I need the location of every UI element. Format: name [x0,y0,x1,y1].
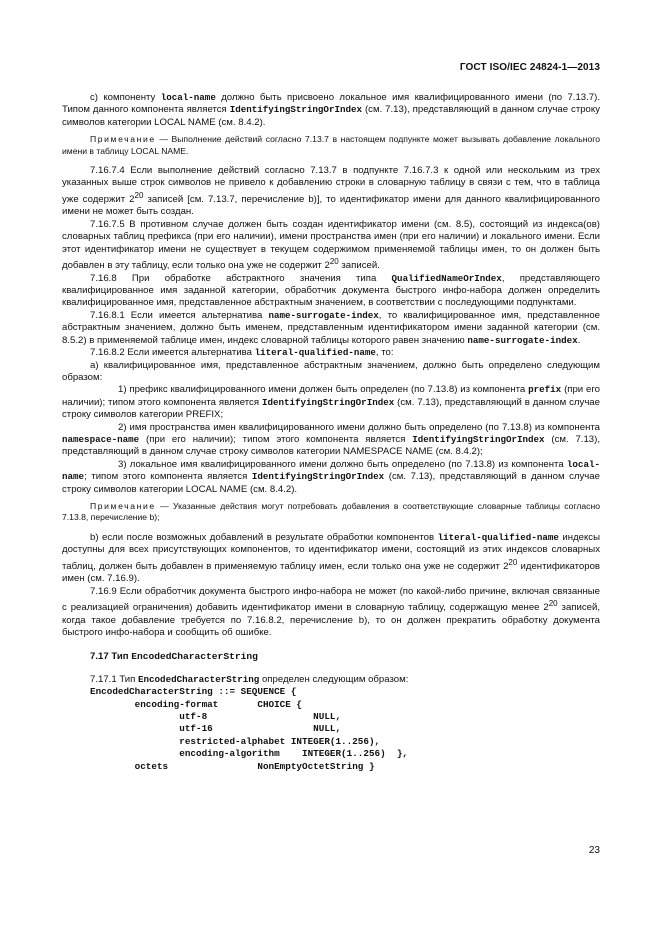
subitem-1: 1) префикс квалифицированного имени должен быть определен (по 7.13.8) из компонента prefix (при его наличии); типом этого компонента является IdentifyingStringOrIndex (см. 7.13), представляющий в данном случае строку символов категории PREFIX; [62,384,600,421]
para-7-16-8: 7.16.8 При обработке абстрактного значения типа QualifiedNameOrIndex, представляющего квалифицированное имя заданной категории, обработчик документа быстрого инфо-набора должен определить квалифицированное имя, представленное абстрактным значением, в соответствии с последующими подпунктами. [62,272,600,309]
para-7-16-9: 7.16.9 Если обработчик документа быстрого инфо-набора не может (по какой-либо причине, включая связанные с реализацией ограничения) добавить идентификатор имени в словарную таблицу, содержащую менее $2^{20}$ записей, когда такое добавление требуется по 7.16.8.2, перечисление b), то он должен прекратить обработку документа быстрого инфо-набора и сообщить об ошибке. [62,585,600,638]
document-header: ГОСТ ISO/IEC 24824-1—2013 [459,62,600,73]
subitem-2: 2) имя пространства имен квалифицированного имени должно быть определено (по 7.13.8) из компонента namespace-name (при его наличии); типом этого компонента является IdentifyingStringOrIndex (см. 7.13), представляющий в данном случае строку символов категории NAMESPACE NAME (см. 8.4.2); [62,421,600,458]
note-2: Примечание — Указанные действия могут потребовать добавления в соответствующие словарные таблицы согласно 7.13.8, перечисление b); [62,500,600,523]
para-7-16-7-4: 7.16.7.4 Если выполнение действий согласно 7.13.7 в подпункте 7.16.7.3 к одной или нескольким из трех указанных выше строк символов не привело к добавлению строки в словарную таблицу в связи с тем, что в таблица уже содержит $2^{20}$ записей [см. 7.13.7, перечисление b)], то идентификатор имени для данного квалифицированного имени не может быть создан. [62,165,600,218]
page-body [62,92,600,773]
item-b: b) если после возможных добавлений в результате обработки компонентов literal-qualified-name индексы доступны для всех присутствующих компонентов, то идентификатор имени, состоящий из этих индексов словарных таблиц, должен быть добавлен в применяемую таблицу имен, если только она уже не содержит $2^{20}$ идентификаторов имен (см. 7.16.9). [62,531,600,585]
page-number: 23 [588,845,600,856]
para-7-17-1: 7.17.1 Тип EncodedCharacterString определен следующим образом: [90,673,409,685]
para-7-16-8-2: 7.16.8.2 Если имеется альтернатива literal-qualified-name, то: [90,347,394,359]
para-7-16-7-5: 7.16.7.5 В противном случае должен быть создан идентификатор имени (см. 8.5), состоящий из индекса(ов) словарных таблиц префикса (при его наличии), имени пространства имен (при его наличии) и локального имени. Если этот идентификатор имени не существует в текущем содержимом применяемой таблицы имен, то он должен быть добавлен в эту таблицу, если только она уже не содержит $2^{20}$ записей. [62,218,600,272]
note-1: Примечание — Выполнение действий согласно 7.13.7 в настоящем подпункте может вызывать добавление локального имени в таблицу LOCAL NAME. [62,134,600,156]
section-heading-7-17: 7.17 Тип EncodedCharacterString [90,651,258,663]
subitem-3: 3) локальное имя квалифицированного имени должно быть определено (по 7.13.8) из компонента local-name; типом этого компонента является IdentifyingStringOrIndex (см. 7.13), представляющий в данном случае строку символов категории LOCAL NAME (см. 8.4.2). [62,458,600,495]
item-c: c) компоненту local-name должно быть присвоено локальное имя квалифицированного имени (по 7.13.7). Типом данного компонента является IdentifyingStringOrIndex (см. 7.13), представляющий в данном случае строку символов категории LOCAL NAME (см. 8.4.2). [62,92,600,128]
para-7-16-8-1: 7.16.8.1 Если имеется альтернатива name-surrogate-index, то квалифицированное имя, представленное абстрактным значением, должно быть именем, представленным идентификатором имени заданной категории (см. 8.5.2) в применяемой таблице имен, индекс словарной таблицы которого равен значению name-surrogate-index. [62,309,600,346]
asn1-definition: EncodedCharacterString ::= SEQUENCE { encoding-format CHOICE { utf-8 NULL, utf-16 NULL, restricted-alphabet INTEGER(1..256), encoding-algorithm INTEGER(1..256) }, octets NonEmptyOctetString } [90,686,409,772]
item-a: a) квалифицированное имя, представленное абстрактным значением, должно быть определено следующим образом: [62,359,600,383]
